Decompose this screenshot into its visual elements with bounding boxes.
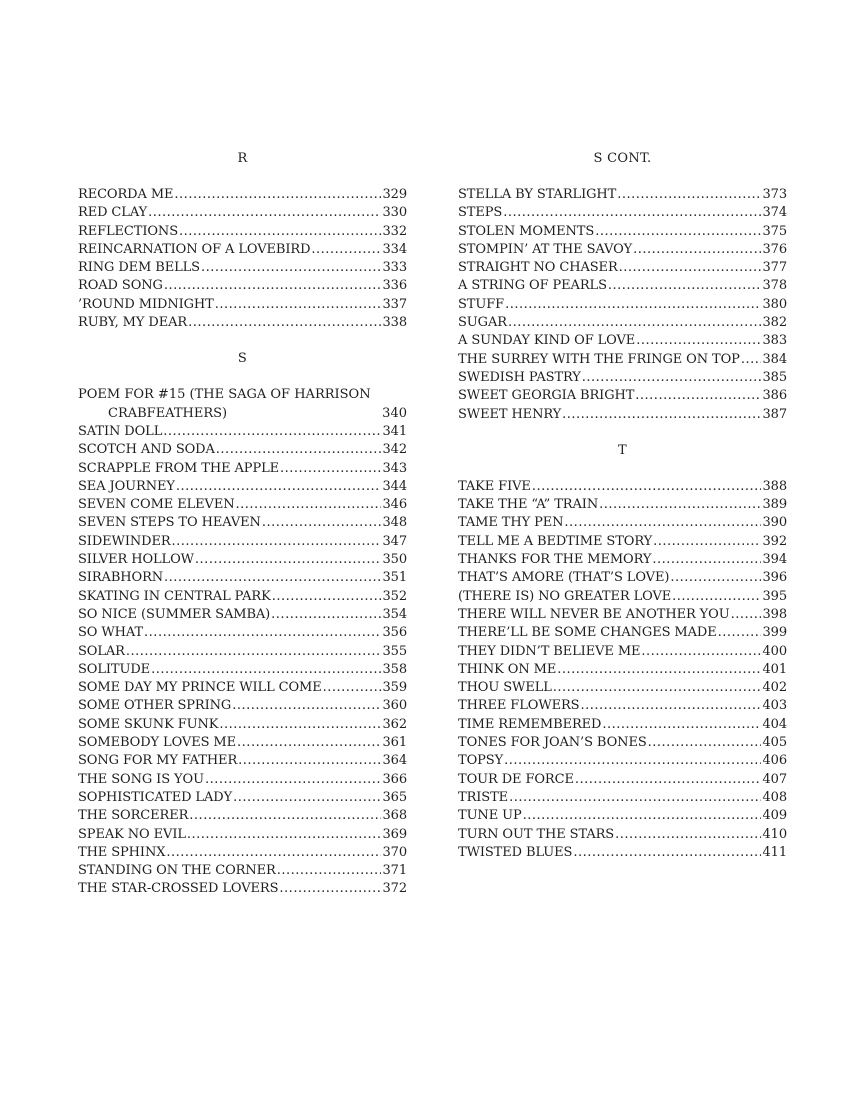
entry-page: 388 — [762, 478, 787, 494]
leader-dots — [573, 844, 761, 862]
leader-dots — [553, 679, 762, 697]
leader-dots — [201, 259, 381, 277]
index-entry[interactable] — [78, 752, 407, 770]
index-entry[interactable] — [458, 826, 787, 844]
entry-page: 409 — [762, 808, 787, 824]
entry-title: THE STAR-CROSSED LOVERS — [78, 881, 279, 897]
index-entry[interactable] — [458, 789, 787, 807]
entry-page: 351 — [382, 570, 407, 586]
leader-dots — [641, 643, 761, 661]
leader-dots — [216, 441, 382, 459]
entry-title: THINK ON ME — [458, 661, 557, 677]
entry-page: 395 — [762, 588, 787, 604]
leader-dots — [126, 643, 382, 661]
entry-title: RUBY, MY DEAR — [78, 315, 188, 331]
entry-page: 407 — [762, 771, 787, 787]
entry-title: THERE’LL BE SOME CHANGES MADE — [458, 625, 717, 641]
leader-dots — [595, 223, 761, 241]
right-column — [458, 150, 787, 862]
leader-dots — [580, 697, 761, 715]
index-entry[interactable] — [78, 478, 407, 496]
entry-page: 403 — [762, 698, 787, 714]
index-entry[interactable] — [78, 826, 407, 844]
index-entry[interactable] — [78, 551, 407, 569]
leader-dots — [636, 332, 761, 350]
entry-page: 370 — [382, 844, 407, 860]
entry-title: STEPS — [458, 205, 503, 221]
entry-title: STRAIGHT NO CHASER — [458, 260, 618, 276]
entry-page: 383 — [762, 333, 787, 349]
leader-dots — [280, 460, 381, 478]
index-entry[interactable] — [78, 496, 407, 514]
leader-dots — [557, 661, 761, 679]
entry-title: SEA JOURNEY — [78, 478, 175, 494]
leader-dots — [174, 186, 381, 204]
entry-page: 402 — [762, 680, 787, 696]
index-entry[interactable] — [458, 771, 787, 789]
entry-title: SUGAR — [458, 315, 507, 331]
leader-dots — [271, 606, 381, 624]
entry-page: 366 — [382, 771, 407, 787]
entry-page: 375 — [762, 223, 787, 239]
entry-title: THE SPHINX — [78, 844, 166, 860]
entry-page: 372 — [382, 881, 407, 897]
entry-title: RECORDA ME — [78, 187, 174, 202]
section-s-list — [78, 423, 407, 899]
index-entry[interactable] — [78, 259, 407, 277]
entry-title: SOME SKUNK FUNK — [78, 716, 219, 732]
entry-page: 344 — [382, 478, 407, 494]
entry-title: SEVEN STEPS TO HEAVEN — [78, 515, 261, 531]
entry-title: REFLECTIONS — [78, 223, 179, 239]
entry-title: THOU SWELL — [458, 680, 552, 696]
leader-dots — [179, 223, 381, 241]
entry-page: 386 — [762, 388, 787, 404]
index-entry[interactable] — [458, 314, 787, 332]
index-entry[interactable] — [78, 880, 407, 898]
entry-title: TONES FOR JOAN’S BONES — [458, 735, 647, 751]
leader-dots — [617, 186, 761, 204]
entry-title: TAME THY PEN — [458, 515, 564, 531]
entry-page: 358 — [382, 661, 407, 677]
entry-title: SOLITUDE — [78, 661, 151, 677]
entry-title-line1: POEM FOR #15 (THE SAGA OF HARRISON — [78, 387, 371, 403]
entry-title: TOUR DE FORCE — [458, 771, 574, 787]
entry-page: 392 — [762, 533, 787, 549]
leader-dots — [237, 734, 381, 752]
entry-title: RED CLAY — [78, 205, 148, 221]
index-entry[interactable] — [78, 588, 407, 606]
leader-dots — [564, 514, 761, 532]
index-entry[interactable] — [78, 204, 407, 222]
leader-dots — [562, 406, 761, 424]
index-entry[interactable] — [458, 716, 787, 734]
index-entry[interactable] — [78, 624, 407, 642]
leader-dots — [504, 752, 761, 770]
index-entry[interactable] — [458, 752, 787, 770]
index-entry[interactable] — [458, 241, 787, 259]
entry-title: STANDING ON THE CORNER — [78, 863, 276, 879]
entry-page: 356 — [382, 625, 407, 641]
entry-title: THREE FLOWERS — [458, 698, 580, 714]
leader-dots — [648, 734, 762, 752]
entry-title: SOLAR — [78, 643, 125, 659]
leader-dots — [164, 277, 382, 295]
leader-dots — [653, 533, 761, 551]
index-entry[interactable] — [458, 807, 787, 825]
entry-page: 342 — [382, 442, 407, 458]
entry-title: TRISTE — [458, 789, 509, 805]
entry-page: 396 — [762, 570, 787, 586]
index-entry[interactable] — [78, 441, 407, 459]
entry-page: 404 — [762, 716, 787, 732]
leader-dots — [509, 789, 761, 807]
index-entry[interactable] — [458, 259, 787, 277]
leader-dots — [503, 204, 761, 222]
index-entry[interactable] — [78, 844, 407, 862]
index-entry[interactable] — [458, 204, 787, 222]
leader-dots — [232, 697, 381, 715]
entry-title: STUFF — [458, 296, 505, 312]
index-entry[interactable] — [458, 588, 787, 606]
entry-page: 411 — [762, 844, 787, 860]
entry-page: 362 — [382, 716, 407, 732]
entry-title: THE SURREY WITH THE FRINGE ON TOP — [458, 351, 740, 367]
index-entry[interactable] — [458, 606, 787, 624]
index-entry[interactable] — [78, 734, 407, 752]
index-entry[interactable] — [458, 351, 787, 369]
entry-page: 352 — [382, 588, 407, 604]
entry-page: 343 — [382, 460, 407, 476]
index-entry[interactable] — [78, 606, 407, 624]
entry-page: 369 — [382, 826, 407, 842]
entry-title: SOME DAY MY PRINCE WILL COME — [78, 680, 322, 696]
entry-page: 337 — [382, 296, 407, 312]
section-s-cont-list — [458, 186, 787, 424]
entry-page: 398 — [762, 606, 787, 622]
index-entry[interactable] — [78, 679, 407, 697]
entry-page: 405 — [762, 735, 787, 751]
leader-dots — [619, 259, 762, 277]
entry-page: 380 — [762, 296, 787, 312]
leader-dots — [582, 369, 762, 387]
index-entry[interactable] — [458, 277, 787, 295]
index-entry[interactable] — [458, 369, 787, 387]
index-entry[interactable] — [458, 661, 787, 679]
leader-dots — [731, 606, 762, 624]
leader-dots — [205, 771, 382, 789]
leader-dots — [718, 624, 762, 642]
section-heading-t: T — [618, 442, 627, 458]
leader-dots — [633, 241, 761, 259]
index-entry[interactable] — [458, 406, 787, 424]
entry-page: 332 — [382, 223, 407, 239]
leader-dots — [615, 826, 761, 844]
entry-title: SCOTCH AND SODA — [78, 442, 215, 458]
entry-title: TWISTED BLUES — [458, 844, 573, 860]
index-entry[interactable] — [458, 223, 787, 241]
entry-page: 359 — [382, 680, 407, 696]
index-entry[interactable] — [458, 697, 787, 715]
entry-page: 346 — [382, 497, 407, 513]
entry-title: ROAD SONG — [78, 278, 163, 294]
leader-dots — [323, 679, 382, 697]
index-entry[interactable] — [458, 679, 787, 697]
entry-title: SOMEBODY LOVES ME — [78, 735, 237, 751]
leader-dots — [262, 514, 382, 532]
entry-page: 389 — [762, 497, 787, 513]
index-entry[interactable] — [78, 277, 407, 295]
index-entry[interactable] — [458, 551, 787, 569]
index-entry[interactable] — [78, 241, 407, 259]
entry-title: A SUNDAY KIND OF LOVE — [458, 333, 636, 349]
index-entry[interactable] — [78, 716, 407, 734]
leader-dots — [575, 771, 762, 789]
index-entry[interactable] — [458, 514, 787, 532]
index-entry[interactable] — [458, 332, 787, 350]
entry-page: 333 — [382, 260, 407, 276]
entry-title: SWEDISH PASTRY — [458, 369, 581, 385]
entry-page: 341 — [382, 423, 407, 439]
entry-title: TAKE THE “A” TRAIN — [458, 497, 599, 513]
entry-title: TOPSY — [458, 753, 504, 769]
index-entry[interactable] — [458, 186, 787, 204]
entry-page: 387 — [762, 406, 787, 422]
entry-page: 364 — [382, 753, 407, 769]
entry-title: SATIN DOLL — [78, 423, 163, 439]
leader-dots — [532, 478, 762, 496]
entry-title: THEY DIDN’T BELIEVE ME — [458, 643, 641, 659]
entry-title: RING DEM BELLS — [78, 260, 200, 276]
entry-title: TAKE FIVE — [458, 478, 531, 494]
index-entry[interactable] — [458, 387, 787, 405]
entry-page: 371 — [382, 863, 407, 879]
index-entry[interactable] — [458, 624, 787, 642]
index-entry[interactable] — [458, 643, 787, 661]
entry-title: TUNE UP — [458, 808, 522, 824]
leader-dots — [235, 496, 381, 514]
leader-dots — [215, 296, 382, 314]
index-entry[interactable] — [458, 734, 787, 752]
entry-title: REINCARNATION OF A LOVEBIRD — [78, 241, 311, 257]
entry-title: SOME OTHER SPRING — [78, 698, 232, 714]
entry-title: SOPHISTICATED LADY — [78, 789, 233, 805]
entry-page: 394 — [762, 552, 787, 568]
leader-dots — [164, 569, 381, 587]
index-entry[interactable] — [78, 314, 407, 332]
leader-dots — [188, 314, 381, 332]
entry-title: SKATING IN CENTRAL PARK — [78, 588, 271, 604]
leader-dots — [599, 496, 761, 514]
leader-dots — [279, 880, 381, 898]
entry-page: 384 — [762, 351, 787, 367]
entry-title: THE SONG IS YOU — [78, 771, 204, 787]
entry-page: 329 — [382, 187, 407, 202]
index-entry[interactable] — [78, 460, 407, 478]
leader-dots — [148, 204, 381, 222]
entry-title: SONG FOR MY FATHER — [78, 753, 238, 769]
entry-title: STOLEN MOMENTS — [458, 223, 595, 239]
entry-title: SIRABHORN — [78, 570, 164, 586]
entry-title: SEVEN COME ELEVEN — [78, 497, 235, 513]
entry-page: 399 — [762, 625, 787, 641]
entry-title: THAT’S AMORE (THAT’S LOVE) — [458, 570, 670, 586]
entry-page: 365 — [382, 789, 407, 805]
entry-page: 368 — [382, 808, 407, 824]
entry-title: SILVER HOLLOW — [78, 552, 194, 568]
entry-page: 377 — [762, 260, 787, 276]
entry-page: 354 — [382, 606, 407, 622]
index-entry[interactable] — [78, 569, 407, 587]
leader-dots — [151, 661, 381, 679]
entry-page: 400 — [762, 643, 787, 659]
entry-page: 401 — [762, 661, 787, 677]
index-entry[interactable] — [458, 478, 787, 496]
entry-title: A STRING OF PEARLS — [458, 278, 607, 294]
entry-page: 410 — [762, 826, 787, 842]
section-heading-s: S — [237, 351, 248, 367]
entry-title: THE SORCERER — [78, 808, 189, 824]
entry-title: ’ROUND MIDNIGHT — [78, 296, 214, 312]
leader-dots — [163, 423, 381, 441]
entry-title: TIME REMEMBERED — [458, 716, 602, 732]
section-r-list — [78, 186, 407, 332]
leader-dots — [508, 314, 762, 332]
entry-title: THERE WILL NEVER BE ANOTHER YOU — [458, 606, 730, 622]
entry-page: 390 — [762, 515, 787, 531]
entry-title: TURN OUT THE STARS — [458, 826, 615, 842]
index-entry[interactable] — [78, 223, 407, 241]
leader-dots — [505, 296, 761, 314]
index-entry[interactable] — [458, 533, 787, 551]
entry-title: SWEET GEORGIA BRIGHT — [458, 388, 635, 404]
leader-dots — [277, 862, 382, 880]
index-entry[interactable] — [78, 514, 407, 532]
leader-dots — [652, 551, 761, 569]
entry-title: THANKS FOR THE MEMORY — [458, 552, 652, 568]
index-entry[interactable] — [458, 496, 787, 514]
leader-dots — [176, 478, 382, 496]
leader-dots — [635, 387, 761, 405]
index-entry[interactable] — [78, 533, 407, 551]
leader-dots — [219, 716, 381, 734]
entry-page: 376 — [762, 241, 787, 257]
leader-dots — [187, 826, 382, 844]
leader-dots — [672, 588, 761, 606]
entry-title: SIDEWINDER — [78, 533, 171, 549]
entry-page: 373 — [762, 187, 787, 202]
index-entry[interactable] — [78, 789, 407, 807]
leader-dots — [166, 844, 381, 862]
leader-dots — [523, 807, 762, 825]
entry-title: STELLA BY STARLIGHT — [458, 187, 617, 202]
index-entry[interactable] — [78, 661, 407, 679]
entry-title: SO NICE (SUMMER SAMBA) — [78, 606, 271, 622]
entry-page: 378 — [762, 278, 787, 294]
index-entry[interactable] — [78, 771, 407, 789]
leader-dots — [272, 588, 382, 606]
entry-page: 330 — [382, 205, 407, 221]
entry-page: 361 — [382, 735, 407, 751]
leader-dots — [741, 351, 762, 369]
index-entry[interactable] — [78, 697, 407, 715]
leader-dots — [238, 752, 381, 770]
index-entry[interactable] — [458, 296, 787, 314]
entry-page: 336 — [382, 278, 407, 294]
left-column — [78, 150, 407, 899]
entry-page: 382 — [762, 315, 787, 331]
entry-page: 338 — [382, 315, 407, 331]
leader-dots — [144, 624, 381, 642]
entry-page: 374 — [762, 205, 787, 221]
leader-dots — [195, 551, 382, 569]
entry-title: (THERE IS) NO GREATER LOVE — [458, 588, 672, 604]
entry-title: SWEET HENRY — [458, 406, 562, 422]
index-entry[interactable] — [458, 844, 787, 862]
leader-dots — [602, 716, 761, 734]
entry-page: 334 — [382, 241, 407, 257]
entry-page: 347 — [382, 533, 407, 549]
leader-dots — [189, 807, 381, 825]
index-entry[interactable] — [78, 807, 407, 825]
entry-title: TELL ME A BEDTIME STORY — [458, 533, 653, 549]
leader-dots — [233, 789, 381, 807]
entry-page: 385 — [762, 369, 787, 385]
leader-dots — [172, 533, 382, 551]
index-entry[interactable] — [78, 296, 407, 314]
index-entry[interactable] — [78, 386, 407, 423]
entry-page: 355 — [382, 643, 407, 659]
entry-title: STOMPIN’ AT THE SAVOY — [458, 241, 633, 257]
section-heading-s-cont: S CONT. — [593, 151, 652, 166]
index-entry[interactable] — [78, 186, 407, 204]
leader-dots — [608, 277, 762, 295]
entry-page: 340 — [382, 405, 407, 421]
leader-dots — [670, 569, 761, 587]
entry-page: 350 — [382, 552, 407, 568]
index-entry[interactable] — [458, 569, 787, 587]
entry-title: SCRAPPLE FROM THE APPLE — [78, 460, 280, 476]
entry-title-line2: CRABFEATHERS) — [108, 405, 228, 421]
index-entry[interactable] — [78, 862, 407, 880]
entry-page: 408 — [762, 789, 787, 805]
entry-title: SO WHAT — [78, 625, 144, 641]
entry-title: SPEAK NO EVIL — [78, 826, 186, 842]
entry-page: 360 — [382, 698, 407, 714]
entry-page: 348 — [382, 515, 407, 531]
index-entry[interactable] — [78, 643, 407, 661]
leader-dots — [311, 241, 381, 259]
section-heading-r: R — [237, 151, 248, 166]
index-entry[interactable] — [78, 423, 407, 441]
entry-page: 406 — [762, 753, 787, 769]
section-t-list — [458, 478, 787, 862]
